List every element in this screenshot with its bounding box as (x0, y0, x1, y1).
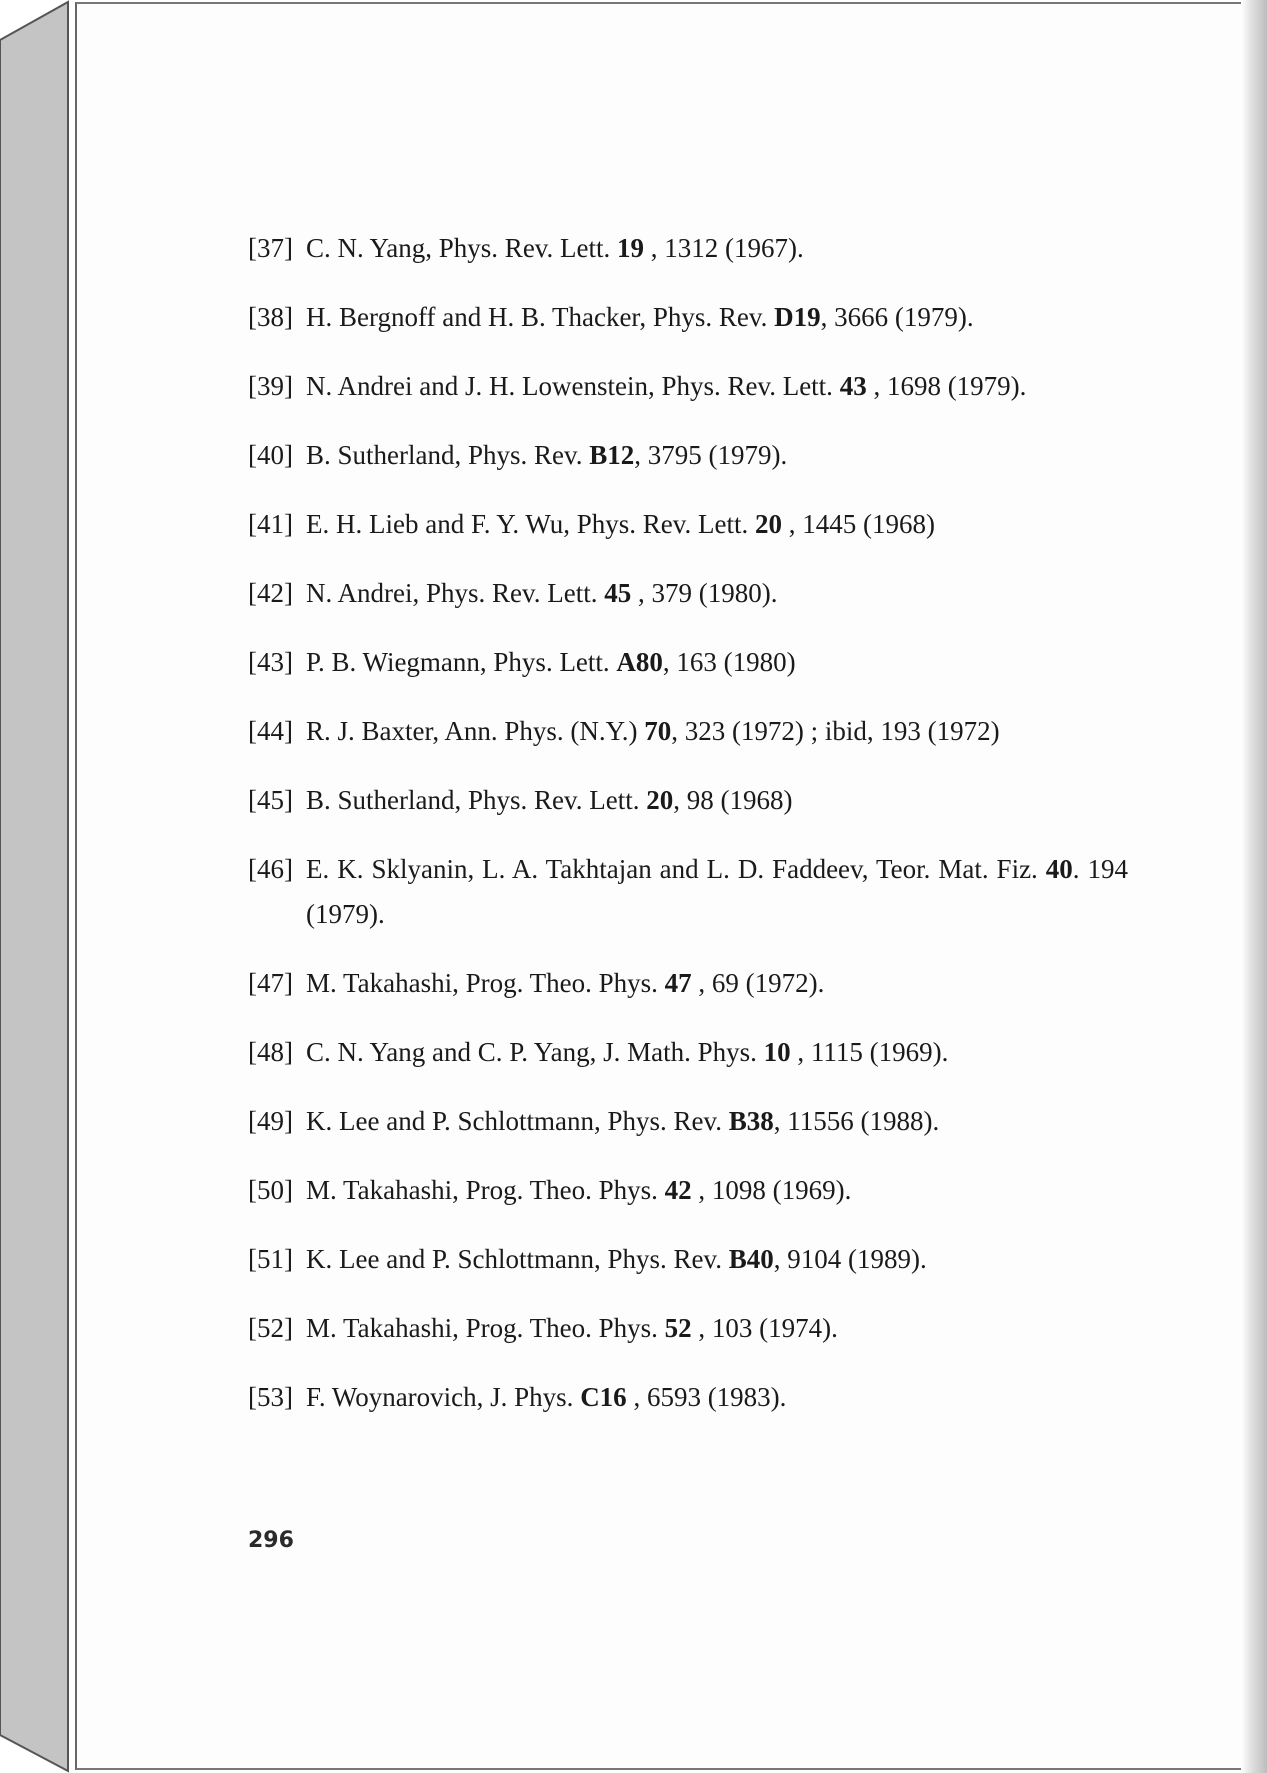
reference-number: [41] (248, 509, 293, 539)
reference-number: [48] (248, 1037, 293, 1067)
reference-text: R. J. Baxter, Ann. Phys. (N.Y.) (306, 716, 645, 746)
page-edge (1241, 0, 1267, 1773)
reference-item (248, 295, 1128, 340)
reference-number: [39] (248, 371, 293, 401)
reference-number: [50] (248, 1175, 293, 1205)
reference-text: C. N. Yang, Phys. Rev. Lett. (306, 233, 618, 263)
reference-number: [46] (248, 854, 293, 884)
reference-text: M. Takahashi, Prog. Theo. Phys. (306, 1313, 665, 1343)
reference-item (248, 364, 1128, 409)
reference-item (248, 709, 1128, 754)
reference-number: [37] (248, 233, 293, 263)
reference-citation: , 6593 (1983). (626, 1382, 787, 1412)
reference-item (248, 778, 1128, 823)
reference-text: N. Andrei, Phys. Rev. Lett. (306, 578, 605, 608)
reference-text: B. Sutherland, Phys. Rev. Lett. (306, 785, 647, 815)
reference-item (248, 226, 1128, 271)
reference-item (248, 502, 1128, 547)
reference-text: K. Lee and P. Schlottmann, Phys. Rev. (306, 1106, 729, 1136)
reference-text: M. Takahashi, Prog. Theo. Phys. (306, 968, 665, 998)
reference-citation: , 3666 (1979). (820, 302, 974, 332)
reference-item (248, 1237, 1128, 1282)
reference-item (248, 847, 1128, 937)
page-number: 296 (248, 1528, 294, 1553)
reference-volume: 20 (646, 785, 674, 815)
reference-volume: 19 (617, 233, 645, 263)
reference-volume: B38 (728, 1106, 774, 1136)
reference-item (248, 640, 1128, 685)
reference-citation: , 9104 (1989). (773, 1244, 927, 1274)
reference-volume: B40 (728, 1244, 774, 1274)
reference-citation: , 1115 (1969). (790, 1037, 949, 1067)
reference-citation: , 98 (1968) (673, 785, 793, 815)
reference-number: [45] (248, 785, 293, 815)
reference-volume: B12 (589, 440, 635, 470)
reference-volume: 42 (664, 1175, 692, 1205)
reference-item (248, 1099, 1128, 1144)
reference-list (248, 226, 1128, 1444)
reference-number: [49] (248, 1106, 293, 1136)
reference-text: E. H. Lieb and F. Y. Wu, Phys. Rev. Lett. (306, 509, 755, 539)
reference-citation: , 163 (1980) (662, 647, 796, 677)
reference-citation: , 103 (1974). (691, 1313, 838, 1343)
reference-item (248, 961, 1128, 1006)
reference-citation: , 3795 (1979). (634, 440, 788, 470)
reference-text: M. Takahashi, Prog. Theo. Phys. (306, 1175, 665, 1205)
reference-item (248, 1375, 1128, 1420)
reference-volume: 20 (754, 509, 782, 539)
reference-citation: , 323 (1972) ; ibid, 193 (1972) (671, 716, 1000, 746)
reference-volume: 45 (604, 578, 632, 608)
reference-number: [44] (248, 716, 293, 746)
reference-volume: 10 (763, 1037, 791, 1067)
book-spine (0, 0, 80, 1773)
reference-citation: . 194 (1979). (306, 854, 1129, 929)
reference-text: C. N. Yang and C. P. Yang, J. Math. Phys. (306, 1037, 764, 1067)
reference-text: N. Andrei and J. H. Lowenstein, Phys. Rev. Lett. (306, 371, 840, 401)
reference-volume: 47 (664, 968, 692, 998)
reference-text: E. K. Sklyanin, L. A. Takhtajan and L. D. Faddeev, Teor. Mat. Fiz. (306, 854, 1046, 884)
reference-number: [53] (248, 1382, 293, 1412)
reference-number: [38] (248, 302, 293, 332)
reference-number: [52] (248, 1313, 293, 1343)
reference-number: [51] (248, 1244, 293, 1274)
reference-citation: , 11556 (1988). (773, 1106, 940, 1136)
reference-number: [40] (248, 440, 293, 470)
reference-number: [47] (248, 968, 293, 998)
reference-volume: C16 (580, 1382, 627, 1412)
reference-text: K. Lee and P. Schlottmann, Phys. Rev. (306, 1244, 729, 1274)
reference-citation: , 1445 (1968) (781, 509, 935, 539)
reference-item (248, 571, 1128, 616)
reference-item (248, 1168, 1128, 1213)
reference-volume: 43 (839, 371, 867, 401)
reference-number: [43] (248, 647, 293, 677)
reference-text: H. Bergnoff and H. B. Thacker, Phys. Rev. (306, 302, 775, 332)
reference-citation: , 1098 (1969). (691, 1175, 852, 1205)
reference-text: B. Sutherland, Phys. Rev. (306, 440, 590, 470)
reference-item (248, 1030, 1128, 1075)
reference-volume: D19 (774, 302, 821, 332)
reference-number: [42] (248, 578, 293, 608)
reference-volume: 40 (1045, 854, 1073, 884)
reference-item (248, 1306, 1128, 1351)
reference-citation: , 379 (1980). (631, 578, 778, 608)
reference-citation: , 69 (1972). (691, 968, 825, 998)
reference-volume: 70 (644, 716, 672, 746)
reference-volume: 52 (664, 1313, 692, 1343)
reference-text: P. B. Wiegmann, Phys. Lett. (306, 647, 617, 677)
reference-volume: A80 (616, 647, 663, 677)
reference-text: F. Woynarovich, J. Phys. (306, 1382, 581, 1412)
reference-citation: , 1312 (1967). (644, 233, 804, 263)
reference-item (248, 433, 1128, 478)
reference-citation: , 1698 (1979). (866, 371, 1027, 401)
